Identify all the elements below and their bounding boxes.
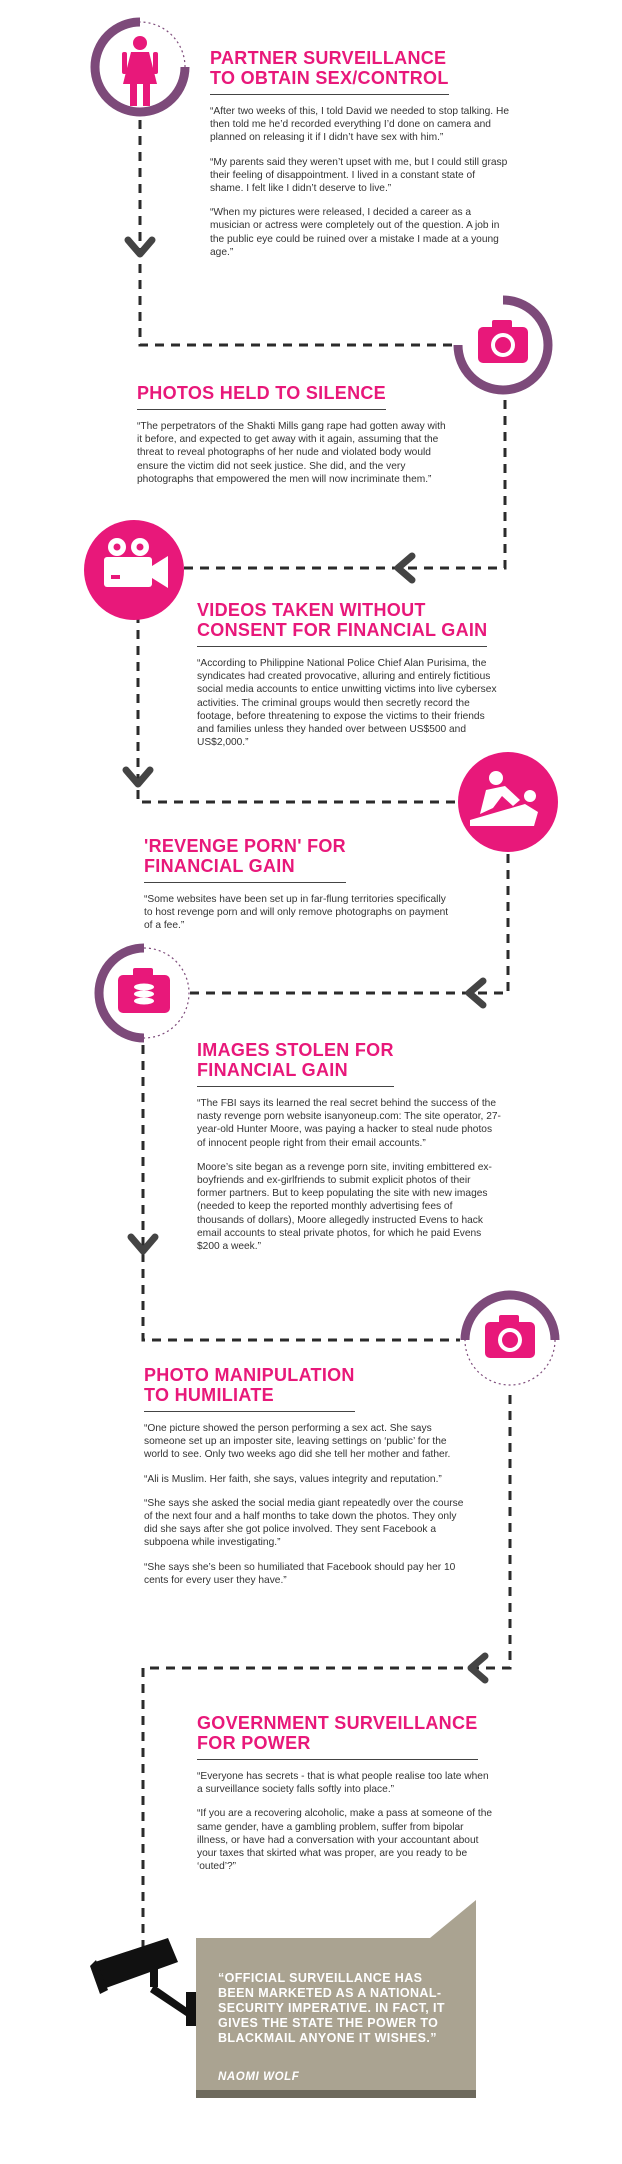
section-title: PHOTOS HELD TO SILENCE xyxy=(137,383,386,410)
pull-quote xyxy=(196,1925,476,2097)
section-photos-held xyxy=(137,383,447,497)
section-title: IMAGES STOLEN FOR FINANCIAL GAIN xyxy=(197,1040,394,1087)
pull-quote-text: “OFFICIAL SURVEILLANCE HAS BEEN MARKETED AS A NATIONAL-SECURITY IMPERATIVE. IN FACT, IT GIVES THE STATE THE POWER TO BLACKMAIL ANYONE IT WISHES.” xyxy=(218,1971,445,2045)
quote-paragraph: Moore’s site began as a revenge porn site, inviting embittered ex-boyfriends and ex-girlfriends to submit explicit photos of their former partners. But to keep populating the site with new images (needed to keep the reported monthly advertising fees of thousands of dollars), Moore allegedly instructed Evens to hack email accounts to steal private photos, for which he paid Evens $200 a week.” xyxy=(197,1161,492,1253)
quote-paragraph: “After two weeks of this, I told David we needed to stop talking. He then told me he’d recorded everything I’d done on camera and planned on releasing it if I didn’t have sex with him.” xyxy=(210,106,509,144)
section-title: 'REVENGE PORN' FOR FINANCIAL GAIN xyxy=(144,836,346,883)
section-photo-manipulation xyxy=(144,1365,464,1598)
quote-paragraph: “One picture showed the person performing a sex act. She says someone set up an imposter site, leaving settings on ‘public’ for the world to see. Only two weeks ago did she tell her mother and father. xyxy=(144,1423,451,1461)
section-title: VIDEOS TAKEN WITHOUT CONSENT FOR FINANCIAL GAIN xyxy=(197,600,487,647)
quote-paragraph: “Some websites have been set up in far-flung territories specifically to host revenge porn and will only remove photographs on payment of a fee.” xyxy=(144,894,449,932)
quote-paragraph: “According to Philippine National Police Chief Alan Purisima, the syndicates had created provocative, alluring and entirely fictitious social media accounts to entice unwitting victims into live cybersex activities. The criminal groups would then secretly record the footage, before threatening to expose the victims to their friends and families unless they handed over between US$500 and US$2,000.” xyxy=(197,658,497,749)
quote-paragraph: “She says she asked the social media giant repeatedly over the course of the next four and a half months to take down the photos. They only did she says after she got police involved. They sent Facebook a subpoena while investigating.” xyxy=(144,1497,464,1549)
cctv-camera-icon xyxy=(90,1938,196,2026)
section-government-surveillance xyxy=(197,1713,497,1884)
section-partner-surveillance xyxy=(210,48,510,270)
section-videos-taken xyxy=(197,600,497,760)
section-title: PARTNER SURVEILLANCE TO OBTAIN SEX/CONTROL xyxy=(210,48,449,95)
quote-paragraph: “The FBI says its learned the real secret behind the success of the nasty revenge porn website isanyoneup.com: The site operator, 27-year-old Hunter Moore, was paying a hacker to steal nude photos of innocent people right from their email accounts.” xyxy=(197,1098,501,1149)
section-title: PHOTO MANIPULATION TO HUMILIATE xyxy=(144,1365,355,1412)
quote-paragraph: “She says she’s been so humiliated that Facebook should pay her 10 cents for every user they have.” xyxy=(144,1561,456,1586)
quote-paragraph: “My parents said they weren’t upset with me, but I could still grasp their feeling of disappointment. I lived in a constant state of shame. I felt like I didn’t deserve to live.” xyxy=(210,156,508,195)
arrow-down-icon xyxy=(128,240,152,254)
quote-paragraph: “If you are a recovering alcoholic, make a pass at someone of the same gender, have a gambling problem, suffer from bipolar illness, or have had a conversation with your accountant about your taxes that skirted what was proper, are you ready to be ‘outed’?” xyxy=(197,1808,493,1873)
intimacy-icon xyxy=(458,752,558,852)
quote-paragraph: “The perpetrators of the Shakti Mills gang rape had gotten away with it before, and expected to get away with it again, assuming that the threat to reveal photographs of her nude and violated body would ensure the victim did not seek justice. She did, and the very photographs that empowered the men will now incriminate them.” xyxy=(137,421,446,485)
quote-paragraph: “Ali is Muslim. Her faith, she says, values integrity and reputation.” xyxy=(144,1473,442,1485)
pull-quote-author: NAOMI WOLF xyxy=(218,2071,300,2083)
quote-paragraph: “Everyone has secrets - that is what people realise too late when a surveillance society falls softly into place.” xyxy=(197,1771,489,1796)
section-revenge-porn xyxy=(144,836,454,944)
video-camera-icon xyxy=(84,520,184,620)
woman-icon xyxy=(95,22,185,112)
quote-paragraph: “When my pictures were released, I decided a career as a musician or actress were completely out of the question. A job in the public eye could be ruined over a mistake I made at a young age.” xyxy=(210,207,500,258)
camera-icon xyxy=(458,300,548,390)
section-images-stolen xyxy=(197,1040,502,1264)
camera-coins-icon xyxy=(99,948,189,1038)
camera-icon xyxy=(465,1295,555,1385)
section-title: GOVERNMENT SURVEILLANCE FOR POWER xyxy=(197,1713,478,1760)
